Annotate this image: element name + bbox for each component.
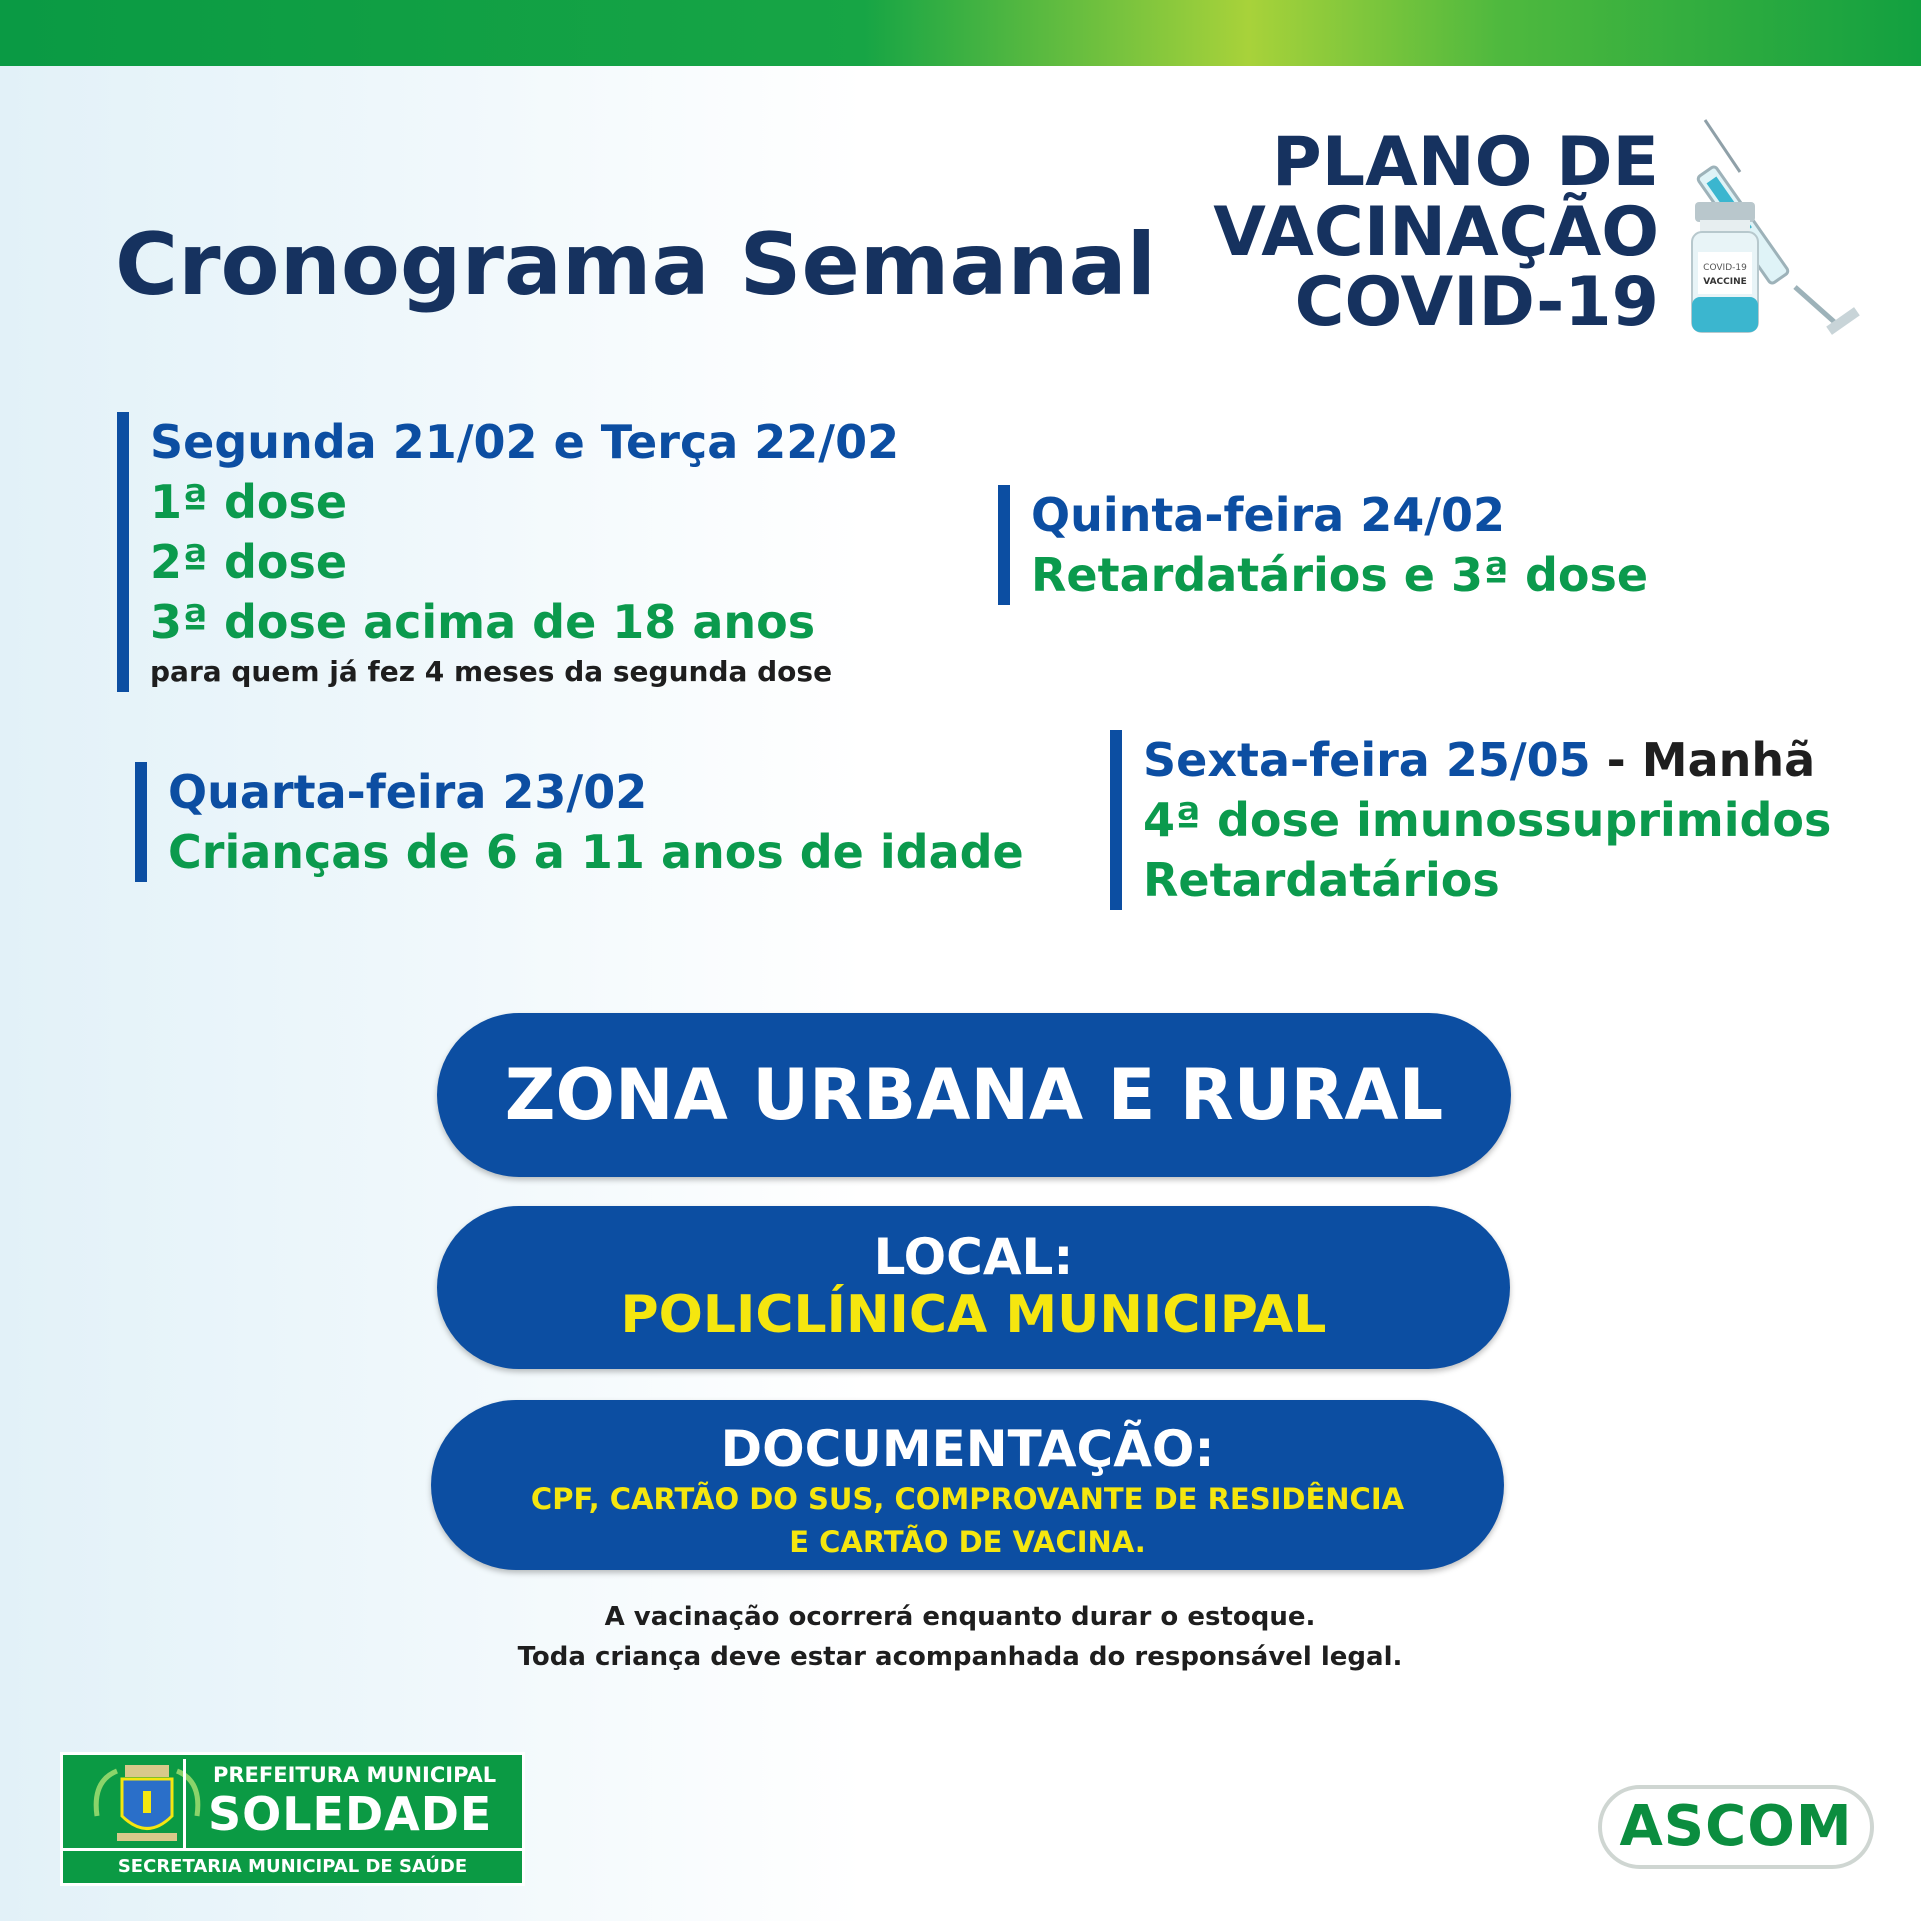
vial-label-line-2: VACCINE [1703,277,1747,287]
documents-line-1: CPF, CARTÃO DO SUS, COMPROVANTE DE RESIDÊNCIA [530,1482,1405,1516]
soledade-logo-name: SOLEDADE [208,1787,493,1841]
plan-title-line-1: PLANO DE [1271,123,1659,202]
zone-label: ZONA URBANA E RURAL [504,1054,1444,1136]
schedule-thursday-block [998,485,1648,605]
schedule-friday-period: - Manhã [1590,733,1816,787]
documents-banner [431,1400,1504,1570]
vaccine-vial-icon [1692,202,1758,332]
schedule-wednesday-block [135,762,1024,882]
page-title: Cronograma Semanal [115,215,1157,315]
ascom-logo [1598,1785,1874,1869]
schedule-thursday-item-1: Retardatários e 3ª dose [1031,548,1649,602]
vial-label-line-1: COVID-19 [1703,263,1747,273]
logo-divider [183,1759,186,1851]
schedule-friday-item-2: Retardatários [1143,853,1500,907]
vaccine-syringe-icon [1680,112,1880,342]
documents-line-2: E CARTÃO DE VACINA. [789,1525,1146,1559]
schedule-monday-item-3: 3ª dose acima de 18 anos [150,595,816,649]
plan-title-line-3: COVID-19 [1294,263,1659,342]
schedule-monday-block [117,412,899,692]
schedule-monday-note: para quem já fez 4 meses da segunda dose [150,655,833,688]
plan-title-line-2: VACINAÇÃO [1213,193,1659,272]
schedule-thursday-day: Quinta-feira 24/02 [1031,488,1506,542]
schedule-friday-item-1: 4ª dose imunossuprimidos [1143,793,1832,847]
ascom-logo-text: ASCOM [1619,1794,1853,1859]
top-banner-bar [0,0,1921,66]
soledade-logo-bottom: SECRETARIA MUNICIPAL DE SAÚDE [63,1848,522,1883]
footer-notes [420,1597,1500,1677]
schedule-wednesday-day: Quarta-feira 23/02 [168,765,648,819]
schedule-monday-day: Segunda 21/02 e Terça 22/02 [150,415,900,469]
schedule-friday-block [1110,730,1831,910]
documents-label: DOCUMENTAÇÃO: [720,1420,1215,1478]
schedule-monday-item-2: 2ª dose [150,535,348,589]
schedule-wednesday-item-1: Crianças de 6 a 11 anos de idade [168,825,1024,879]
zone-banner [437,1013,1511,1177]
schedule-monday-item-1: 1ª dose [150,475,348,529]
soledade-logo [60,1752,525,1886]
coat-of-arms-icon [77,1761,217,1851]
location-banner [437,1206,1510,1369]
soledade-logo-top: PREFEITURA MUNICIPAL [213,1763,497,1787]
location-label: LOCAL: [873,1228,1074,1286]
location-value: POLICLÍNICA MUNICIPAL [620,1285,1327,1345]
footer-note-1: A vacinação ocorrerá enquanto durar o estoque. [604,1602,1316,1632]
footer-note-2: Toda criança deve estar acompanhada do responsável legal. [517,1642,1403,1672]
plan-title [1213,123,1659,342]
schedule-friday-day: Sexta-feira 25/05 [1143,733,1591,787]
